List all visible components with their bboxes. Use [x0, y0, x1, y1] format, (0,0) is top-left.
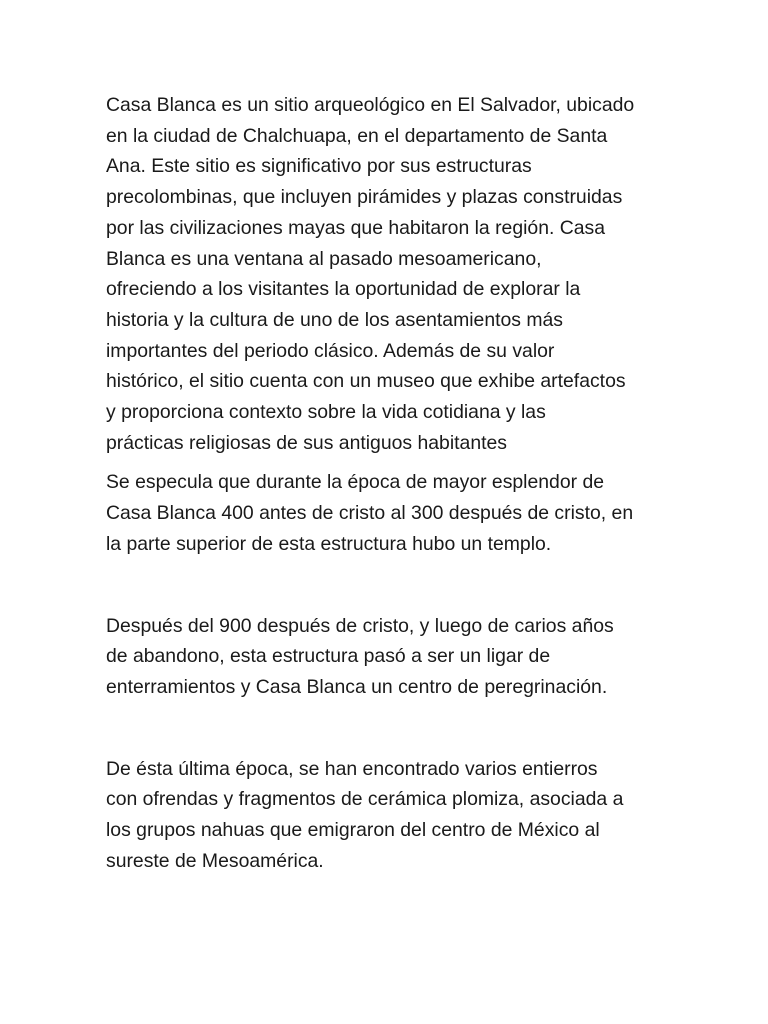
paragraph-abandonment: Después del 900 después de cristo, y luego de carios años de abandono, esta estructura pasó a ser un ligar de enterramientos y Casa Blanca un centro de peregrinación. [106, 614, 614, 698]
paragraph-temple: Se especula que durante la época de mayor esplendor de Casa Blanca 400 antes de cristo al 300 después de cristo, en la parte superior de esta estructura hubo un templo. [106, 471, 634, 555]
paragraph-intro: Casa Blanca es un sitio arqueológico en El Salvador, ubicado en la ciudad de Chalchuapa, en el departamento de Santa Ana. Este sitio es significativo por sus estructuras precolombinas, que incluyen pirámides y plazas construidas por las civilizaciones mayas que habitaron la región. Casa Blanca es una ventana al pasado mesoamericano, ofreciendo a los visitantes la oportunidad de explorar la historia y la cultura de uno de los asentamientos más importantes del periodo clásico. Además de su valor histórico, el sitio cuenta con un museo que exhibe artefactos y proporciona contexto sobre la vida cotidiana y las prácticas religiosas de sus antiguos habitantes [106, 94, 635, 454]
paragraph-burials: De ésta última época, se han encontrado varios entierros con ofrendas y fragmentos de cerámica plomiza, asociada a los grupos nahuas que emigraron del centro de México al sureste de Mesoamérica. [106, 757, 624, 872]
